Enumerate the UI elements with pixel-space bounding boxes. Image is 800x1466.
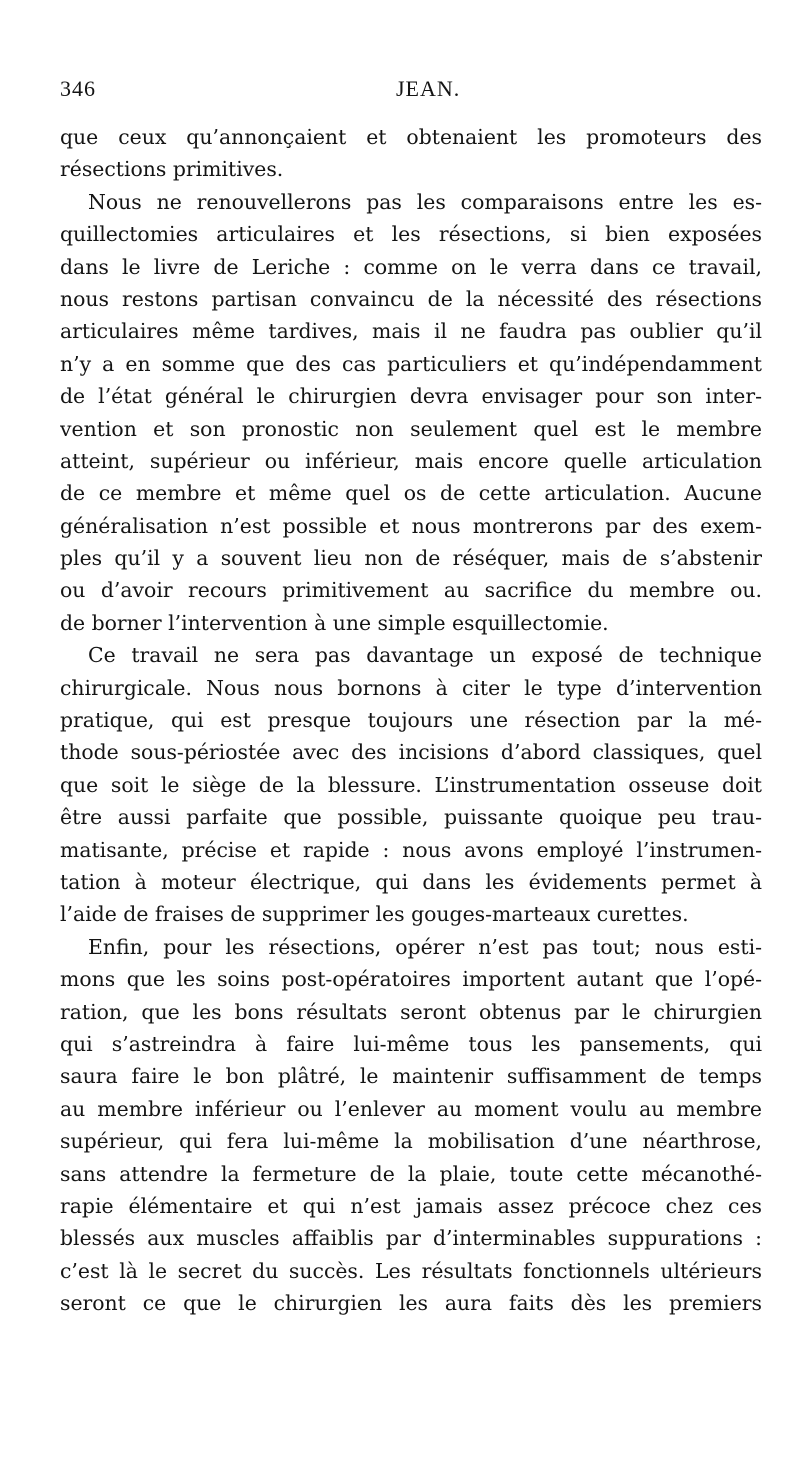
text-line: pratique, qui est presque toujours une résection par la mé- [60, 708, 762, 733]
text-line: rapie élémentaire et qui n’est jamais assez précoce chez ces [60, 1193, 762, 1218]
text-line: être aussi parfaite que possible, puissante quoique peu trau- [60, 805, 762, 830]
text-line: Enfin, pour les résections, opérer n’est pas tout; nous esti- [88, 934, 762, 959]
text-line: chirurgicale. Nous nous bornons à citer le type d’intervention [60, 675, 762, 700]
running-head [60, 76, 760, 106]
text-line: saura faire le bon plâtré, le maintenir suffisamment de temps [60, 1064, 762, 1089]
text-line: blessés aux muscles affaiblis par d’interminables suppurations : [60, 1226, 762, 1251]
text-line: thode sous-périostée avec des incisions d’abord classiques, quel [60, 740, 762, 765]
text-line: résections primitives. [60, 157, 284, 182]
text-line: matisante, précise et rapide : nous avons employé l’instrumen- [60, 837, 762, 862]
text-line: que ceux qu’annonçaient et obtenaient les promoteurs des [60, 125, 762, 149]
text-line: ou d’avoir recours primitivement au sacrifice du membre ou. [60, 578, 762, 603]
text-line: au membre inférieur ou l’enlever au moment voulu au membre [60, 1096, 762, 1121]
body-text [60, 121, 762, 1319]
page-number: 346 [60, 76, 96, 101]
text-line: Nous ne renouvellerons pas les comparaisons entre les es- [88, 189, 762, 214]
text-line: n’y a en somme que des cas particuliers et qu’indépendamment [60, 351, 762, 376]
text-line: nous restons partisan convaincu de la nécessité des résections [60, 286, 762, 311]
text-line: c’est là le secret du succès. Les résultats fonctionnels ultérieurs [60, 1258, 762, 1283]
text-line: quillectomies articulaires et les résections, si bien exposées [60, 222, 762, 247]
text-line: qui s’astreindra à faire lui-même tous les pansements, qui [60, 1031, 762, 1056]
text-line: ration, que les bons résultats seront obtenus par le chirurgien [60, 999, 762, 1024]
text-line: vention et son pronostic non seulement quel est le membre [60, 416, 762, 441]
text-line: dans le livre de Leriche : comme on le verra dans ce travail, [60, 254, 762, 279]
text-line: tation à moteur électrique, qui dans les évidements permet à [60, 869, 762, 894]
text-line: que soit le siège de la blessure. L’instrumentation osseuse doit [60, 772, 762, 797]
running-title: JEAN. [396, 76, 461, 101]
text-line: de l’état général le chirurgien devra envisager pour son inter- [60, 384, 762, 409]
text-line: supérieur, qui fera lui-même la mobilisation d’une néarthrose, [60, 1129, 762, 1154]
text-line: seront ce que le chirurgien les aura faits dès les premiers [60, 1291, 762, 1316]
text-line: de ce membre et même quel os de cette articulation. Aucune [60, 481, 762, 506]
text-line: ples qu’il y a souvent lieu non de réséquer, mais de s’abstenir [60, 546, 762, 571]
text-line: généralisation n’est possible et nous montrerons par des exem- [60, 513, 762, 538]
text-line: atteint, supérieur ou inférieur, mais encore quelle articulation [60, 448, 762, 473]
text-line: l’aide de fraises de supprimer les gouges-marteaux curettes. [60, 902, 689, 927]
text-line: articulaires même tardives, mais il ne faudra pas oublier qu’il [60, 319, 762, 344]
text-line: de borner l’intervention à une simple esquillectomie. [60, 610, 609, 635]
text-line: mons que les soins post-opératoires importent autant que l’opé- [60, 967, 762, 992]
text-line: sans attendre la fermeture de la plaie, toute cette mécanothé- [60, 1161, 762, 1186]
text-line: Ce travail ne sera pas davantage un exposé de technique [88, 643, 762, 668]
